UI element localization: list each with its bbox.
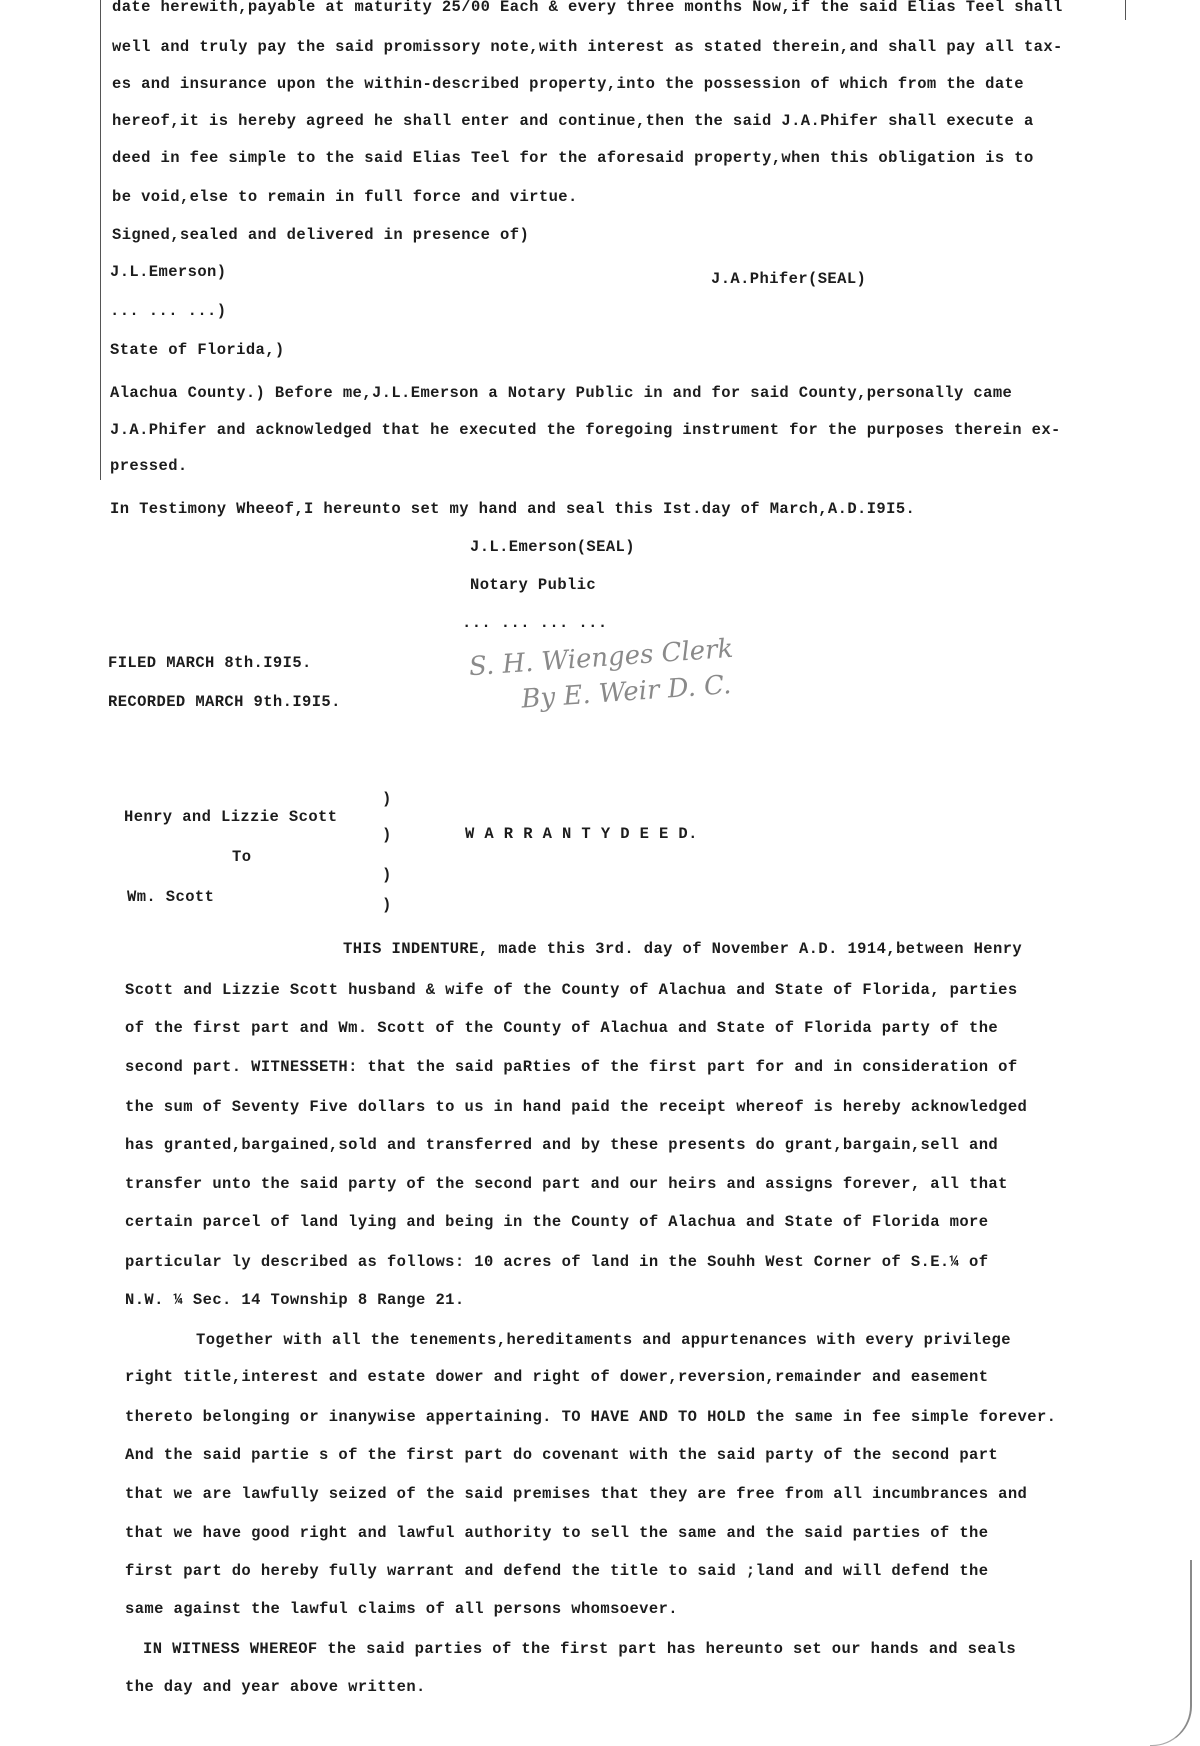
notary-title: Notary Public (470, 576, 597, 594)
deed-body-line: the sum of Seventy Five dollars to us in hand paid the receipt whereof is hereby acknowledged (125, 1098, 1028, 1116)
deed-bracket: ) (382, 896, 392, 914)
filed-date: FILED MARCH 8th.I9I5. (108, 654, 312, 672)
deed-body-line: same against the lawful claims of all persons whomsoever. (125, 1600, 678, 1618)
signer-name: J.A.Phifer(SEAL) (711, 270, 867, 288)
deed-body-line: has granted,bargained,sold and transferred and by these presents do grant,bargain,sell and (125, 1136, 999, 1154)
deed-grantors: Henry and Lizzie Scott (124, 808, 338, 826)
page-curl-edge (1150, 1560, 1192, 1746)
deed-body-line: certain parcel of land lying and being in the County of Alachua and State of Florida more (125, 1213, 989, 1231)
deed-body-line: of the first part and Wm. Scott of the County of Alachua and State of Florida party of the (125, 1019, 999, 1037)
continuation-line: deed in fee simple to the said Elias Teel for the aforesaid property,when this obligation is to (112, 149, 1034, 167)
notary-name: J.L.Emerson(SEAL) (470, 538, 635, 556)
page-margin-rule (100, 0, 101, 480)
deed-body-line: And the said partie s of the first part do covenant with the said party of the second part (125, 1446, 999, 1464)
deed-body-line: Together with all the tenements,hereditaments and appurtenances with every privilege (196, 1331, 1011, 1349)
acknowledgment-line: pressed. (110, 457, 188, 475)
deed-body-line: Scott and Lizzie Scott husband & wife of the County of Alachua and State of Florida, parties (125, 981, 1018, 999)
deed-bracket: ) (382, 790, 392, 808)
deed-body-line: N.W. ¼ Sec. 14 Township 8 Range 21. (125, 1291, 465, 1309)
deed-body-line: THIS INDENTURE, made this 3rd. day of November A.D. 1914,between Henry (343, 940, 1023, 958)
acknowledgment-state: State of Florida,) (110, 341, 285, 359)
deed-bracket: ) (382, 866, 392, 884)
page-corner-rule (1125, 0, 1126, 20)
deed-title: W A R R A N T Y D E E D. (465, 825, 698, 843)
deed-to: To (232, 848, 252, 866)
signed-sealed-line: Signed,sealed and delivered in presence of) (112, 226, 530, 244)
deed-grantee: Wm. Scott (127, 888, 215, 906)
deed-body-line: second part. WITNESSETH: that the said paRties of the first part for and in consideration of (125, 1058, 1018, 1076)
deed-body-line: first part do hereby fully warrant and defend the title to said ;land and will defend the (125, 1562, 989, 1580)
deed-body-line: that we have good right and lawful authority to sell the same and the said parties of the (125, 1524, 989, 1542)
deed-body-line: thereto belonging or inanywise appertaining. TO HAVE AND TO HOLD the same in fee simple forever. (125, 1408, 1057, 1426)
witness-name: J.L.Emerson) (110, 263, 227, 281)
deed-body-line: right title,interest and estate dower and right of dower,reversion,remainder and easement (125, 1368, 989, 1386)
continuation-line: be void,else to remain in full force and virtue. (112, 188, 578, 206)
acknowledgment-county-line: Alachua County.) Before me,J.L.Emerson a Notary Public in and for said County,personally came (110, 384, 1013, 402)
witness-dots: ... ... ...) (110, 302, 227, 320)
deed-body-line: particular ly described as follows: 10 acres of land in the Souhh West Corner of S.E.¼ of (125, 1253, 989, 1271)
continuation-line: es and insurance upon the within-described property,into the possession of which from the date (112, 75, 1024, 93)
notary-dots: ... ... ... ... (462, 614, 608, 632)
deed-body-line: that we are lawfully seized of the said premises that they are free from all incumbrances and (125, 1485, 1028, 1503)
deed-bracket: ) (382, 826, 392, 844)
recorded-date: RECORDED MARCH 9th.I9I5. (108, 693, 341, 711)
deed-body-line: transfer unto the said party of the second part and our heirs and assigns forever, all that (125, 1175, 1008, 1193)
deed-body-line: IN WITNESS WHEREOF the said parties of the first part has hereunto set our hands and seals (143, 1640, 1017, 1658)
continuation-line: date herewith,payable at maturity 25/00 Each & every three months Now,if the said Elias Teel shall (112, 0, 1063, 16)
clerk-signature (468, 631, 737, 721)
continuation-line: well and truly pay the said promissory note,with interest as stated therein,and shall pay all tax- (112, 38, 1063, 56)
continuation-line: hereof,it is hereby agreed he shall enter and continue,then the said J.A.Phifer shall execute a (112, 112, 1034, 130)
clerk-signature-line: By E. Weir D. C. (520, 670, 733, 715)
testimony-line: In Testimony Wheeof,I hereunto set my hand and seal this Ist.day of March,A.D.I9I5. (110, 500, 916, 518)
clerk-signature-line: S. H. Wienges Clerk (468, 633, 735, 683)
acknowledgment-line: J.A.Phifer and acknowledged that he executed the foregoing instrument for the purposes therein ex- (110, 421, 1061, 439)
deed-body-line: the day and year above written. (125, 1678, 426, 1696)
